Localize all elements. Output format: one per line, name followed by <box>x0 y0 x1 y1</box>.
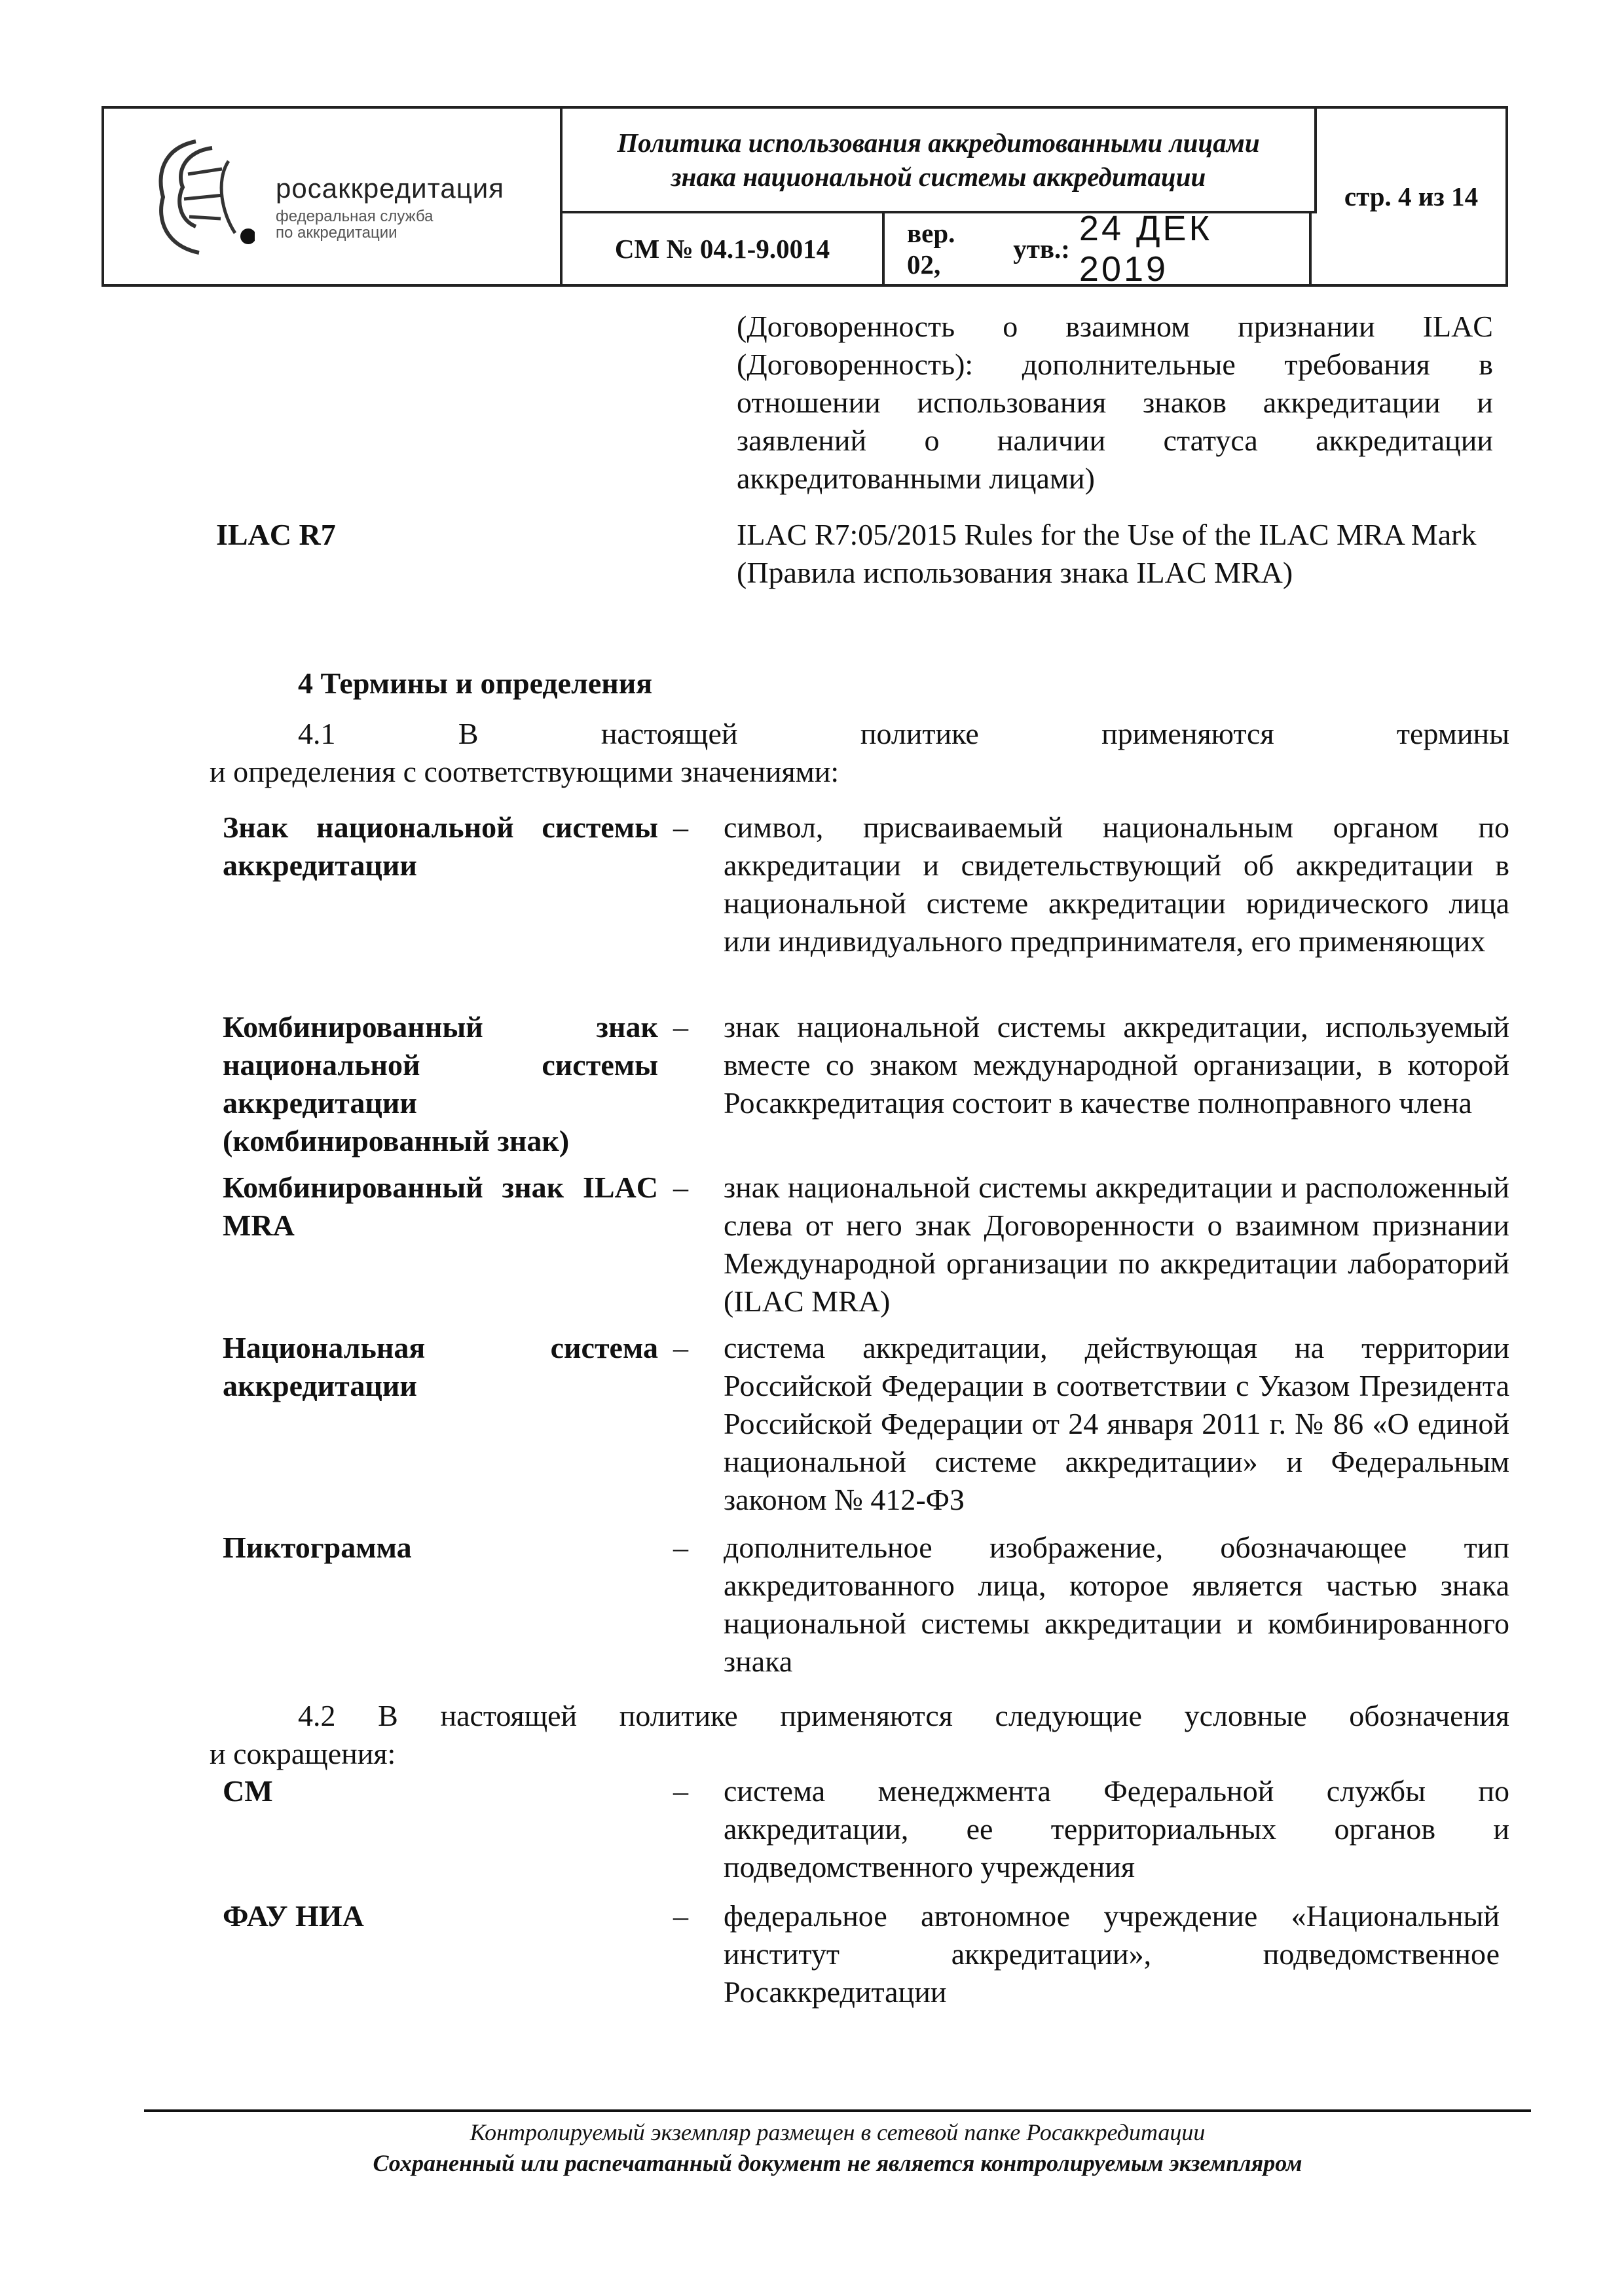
term-2: Комбинированный знак национальной системы аккредитации (комбинированный знак) <box>223 1010 658 1157</box>
version-cell <box>885 209 1312 289</box>
term-5: Пиктограмма <box>223 1531 412 1564</box>
abbr-1-definition: система менеджмента Федеральной службы по аккредитации, ее территориальных органов и подведомственного учреждения <box>724 1774 1509 1884</box>
abbr-2-definition: федеральное автономное учреждение «Национальный институт аккредитации», подведомственное Росаккредитации <box>724 1899 1500 2009</box>
abbr-1-dash: – <box>673 1774 688 1808</box>
abbr-2: ФАУ НИА <box>223 1899 364 1933</box>
abbr-1: СМ <box>223 1774 273 1808</box>
org-name: росаккредитация <box>276 173 504 204</box>
term-1: Знак национальной системы аккредитации <box>223 811 658 882</box>
term-5-definition: дополнительное изображение, обозначающее тип аккредитованного лица, которое является частью знака национальной системы аккредитации и комбинированного знака <box>724 1531 1509 1678</box>
term-3-dash: – <box>673 1171 688 1204</box>
footer-line-2: Сохраненный или распечатанный документ не является контролируемым экземпляром <box>373 2150 1302 2176</box>
term-4-definition: система аккредитации, действующая на территории Российской Федерации в соответствии с Указом Президента Российской Федерации от 24 января 2011 г. № 86 «О единой национальной системе аккредитации» и Федеральным законом № 412-ФЗ <box>724 1331 1509 1516</box>
document-header <box>101 106 1508 287</box>
org-subtitle <box>276 208 511 241</box>
term-1-definition: символ, присваиваемый национальным органом по аккредитации и свидетельствующий об аккредитации в национальной системе аккредитации юридического лица или индивидуального предпринимателя, его применяющих <box>724 811 1509 958</box>
rosaccreditation-logo-icon <box>150 135 255 259</box>
term-5-dash: – <box>673 1531 688 1564</box>
abbr-2-dash: – <box>673 1899 688 1933</box>
page-number: стр. 4 из 14 <box>1344 181 1479 211</box>
clause-4-2-line-2: и сокращения: <box>210 1737 396 1770</box>
org-subtitle-line-1: федеральная служба <box>276 208 434 225</box>
reference-ilac-r7-title: ILAC R7:05/2015 Rules for the Use of the ILAC MRA Mark <box>737 518 1477 551</box>
term-2-dash: – <box>673 1010 688 1044</box>
term-4: Национальная система аккредитации <box>223 1331 658 1402</box>
footer-line-1: Контролируемый экземпляр размещен в сетевой папке Росаккредитации <box>470 2119 1206 2145</box>
org-subtitle-line-2: по аккредитации <box>276 224 397 242</box>
logo-cell <box>104 109 563 284</box>
reference-code-ilac-r7: ILAC R7 <box>216 518 336 551</box>
section-heading: 4 Термины и определения <box>298 666 653 700</box>
document-title <box>563 109 1317 213</box>
clause-4-1-line-1: 4.1 В настоящей политике применяются термины <box>298 717 1509 750</box>
reference-continuation: (Договоренность о взаимном признании ILAC (Договоренность): дополнительные требования в отношении использования знаков аккредитации и заявлений о наличии статуса аккредитации аккредитованными лицами) <box>737 310 1493 495</box>
reference-ilac-r7 <box>737 516 1509 592</box>
clause-4-2-line-1: 4.2 В настоящей политике применяются следующие условные обозначения <box>298 1699 1509 1732</box>
term-3: Комбинированный знак ILAC MRA <box>223 1171 658 1242</box>
title-line-2: знака национальной системы аккредитации <box>671 162 1206 192</box>
clause-4-1-line-2: и определения с соответствующими значениями: <box>210 755 840 788</box>
approved-date-stamp: 24 ДЕК 2019 <box>1079 209 1213 289</box>
approved-label: утв.: <box>1013 234 1070 264</box>
document-number: СМ № 04.1-9.0014 <box>563 213 885 284</box>
version: вер. 02, <box>907 218 955 280</box>
title-line-1: Политика использования аккредитованными лицами <box>617 128 1260 158</box>
footer-divider <box>144 2109 1531 2112</box>
term-3-definition: знак национальной системы аккредитации и расположенный слева от него знак Договоренности о взаимном признании Международной организации по аккредитации лабораторий (ILAC MRA) <box>724 1171 1509 1318</box>
term-1-dash: – <box>673 811 688 844</box>
term-4-dash: – <box>673 1331 688 1364</box>
term-2-definition: знак национальной системы аккредитации, используемый вместе со знаком международной организации, в которой Росаккредитация состоит в качестве полноправного члена <box>724 1010 1509 1120</box>
reference-ilac-r7-translation: (Правила использования знака ILAC MRA) <box>737 556 1293 589</box>
